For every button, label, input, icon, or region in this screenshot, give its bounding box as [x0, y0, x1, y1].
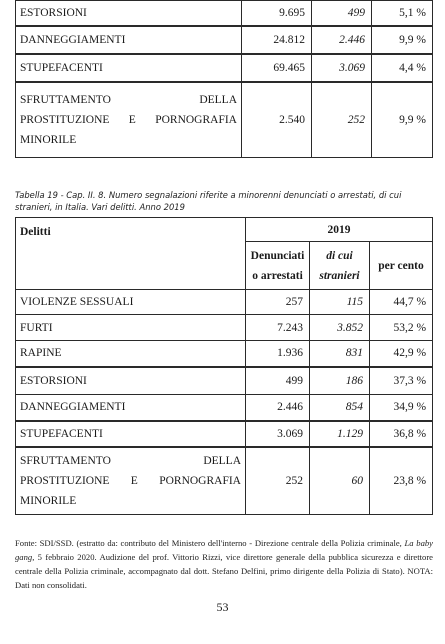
- crime-label: ESTORSIONI: [16, 1, 242, 26]
- table-row: [16, 447, 433, 515]
- crime-label-line: PROSTITUZIONE E PORNOGRAFIA: [20, 474, 241, 487]
- source-text-rest: , 5 febbraio 2020. Audizione del prof. Vittorio Rizzi, vice direttore generale della pubblica sicurezza e direttore centrale della Polizia criminale, accompagnato dal dott. Stefano Delfini, primo dirigente della Polizia di Stato). NOTA: Dati non consolidati.: [15, 552, 433, 590]
- table-caption: Tabella 19 - Cap. II. 8. Numero segnalazioni riferite a minorenni denunciati o arrestati, di cui stranieri, in Italia. Vari delitti. Anno 2019: [15, 190, 402, 212]
- subset-value: 3.069: [312, 54, 372, 82]
- foreign-value: 115: [310, 290, 370, 315]
- foreign-value: 1.129: [310, 421, 370, 447]
- crime-label: ESTORSIONI: [16, 367, 246, 395]
- table-row: [16, 395, 433, 421]
- crime-label: STUPEFACENTI: [16, 54, 242, 82]
- percent-value: 5,1 %: [372, 1, 433, 26]
- table-row: [16, 341, 433, 367]
- column-header-line: stranieri: [319, 269, 360, 282]
- count-value: 499: [246, 367, 310, 395]
- foreign-value: 186: [310, 367, 370, 395]
- crime-label-line: MINORILE: [20, 133, 77, 146]
- column-header-delitti: Delitti: [16, 218, 246, 290]
- crime-label: [16, 447, 246, 515]
- percent-value: 44,7 %: [370, 290, 433, 315]
- percent-value: 9,9 %: [372, 26, 433, 54]
- count-value: 69.465: [242, 54, 312, 82]
- crime-label: STUPEFACENTI: [16, 421, 246, 447]
- table-row: [16, 54, 433, 82]
- crime-label: RAPINE: [16, 341, 246, 367]
- table-continuation: [15, 0, 433, 158]
- crime-label: DANNEGGIAMENTI: [16, 395, 246, 421]
- crime-label-line: SFRUTTAMENTO DELLA: [20, 454, 241, 467]
- source-title: La baby gang: [15, 538, 433, 562]
- table-row: [16, 290, 433, 315]
- crime-label: [16, 82, 242, 158]
- crime-label: DANNEGGIAMENTI: [16, 26, 242, 54]
- crime-label-line: PROSTITUZIONE E PORNOGRAFIA: [20, 113, 237, 126]
- percent-value: 42,9 %: [370, 341, 433, 367]
- crime-label-line: SFRUTTAMENTO DELLA: [20, 93, 237, 106]
- count-value: 257: [246, 290, 310, 315]
- count-value: 252: [246, 447, 310, 515]
- table-row: [16, 1, 433, 26]
- column-header-line: Denunciati: [250, 249, 305, 262]
- column-header-denunciati: [246, 242, 310, 290]
- source-text: Fonte: SDI/SSD. (estratto da: contributo del Ministero dell'interno - Direzione centrale della Polizia criminale,: [15, 538, 405, 548]
- subset-value: 499: [312, 1, 372, 26]
- column-header-line: di cui: [326, 249, 353, 262]
- percent-value: 36,8 %: [370, 421, 433, 447]
- foreign-value: 854: [310, 395, 370, 421]
- foreign-value: 60: [310, 447, 370, 515]
- crime-label: VIOLENZE SESSUALI: [16, 290, 246, 315]
- percent-value: 4,4 %: [372, 54, 433, 82]
- table-row: [16, 421, 433, 447]
- count-value: 1.936: [246, 341, 310, 367]
- percent-value: 37,3 %: [370, 367, 433, 395]
- crime-label: FURTI: [16, 315, 246, 341]
- column-header-stranieri: [310, 242, 370, 290]
- subset-value: 2.446: [312, 26, 372, 54]
- page-number: 53: [216, 600, 229, 614]
- count-value: 24.812: [242, 26, 312, 54]
- table-row: [16, 26, 433, 54]
- count-value: 2.540: [242, 82, 312, 158]
- table-header-row: [16, 218, 433, 242]
- percent-value: 53,2 %: [370, 315, 433, 341]
- column-header-percent: per cento: [370, 242, 433, 290]
- foreign-value: 831: [310, 341, 370, 367]
- crime-label-line: MINORILE: [20, 494, 77, 507]
- column-header-line: o arrestati: [252, 269, 303, 282]
- table-row: [16, 82, 433, 158]
- count-value: 7.243: [246, 315, 310, 341]
- count-value: 9.695: [242, 1, 312, 26]
- table-row: [16, 367, 433, 395]
- count-value: 2.446: [246, 395, 310, 421]
- percent-value: 9,9 %: [372, 82, 433, 158]
- subset-value: 252: [312, 82, 372, 158]
- column-header-year: 2019: [246, 218, 433, 242]
- source-note: [15, 536, 433, 592]
- foreign-value: 3.852: [310, 315, 370, 341]
- count-value: 3.069: [246, 421, 310, 447]
- table-row: [16, 315, 433, 341]
- percent-value: 23,8 %: [370, 447, 433, 515]
- percent-value: 34,9 %: [370, 395, 433, 421]
- table-minors-2019: [15, 217, 433, 515]
